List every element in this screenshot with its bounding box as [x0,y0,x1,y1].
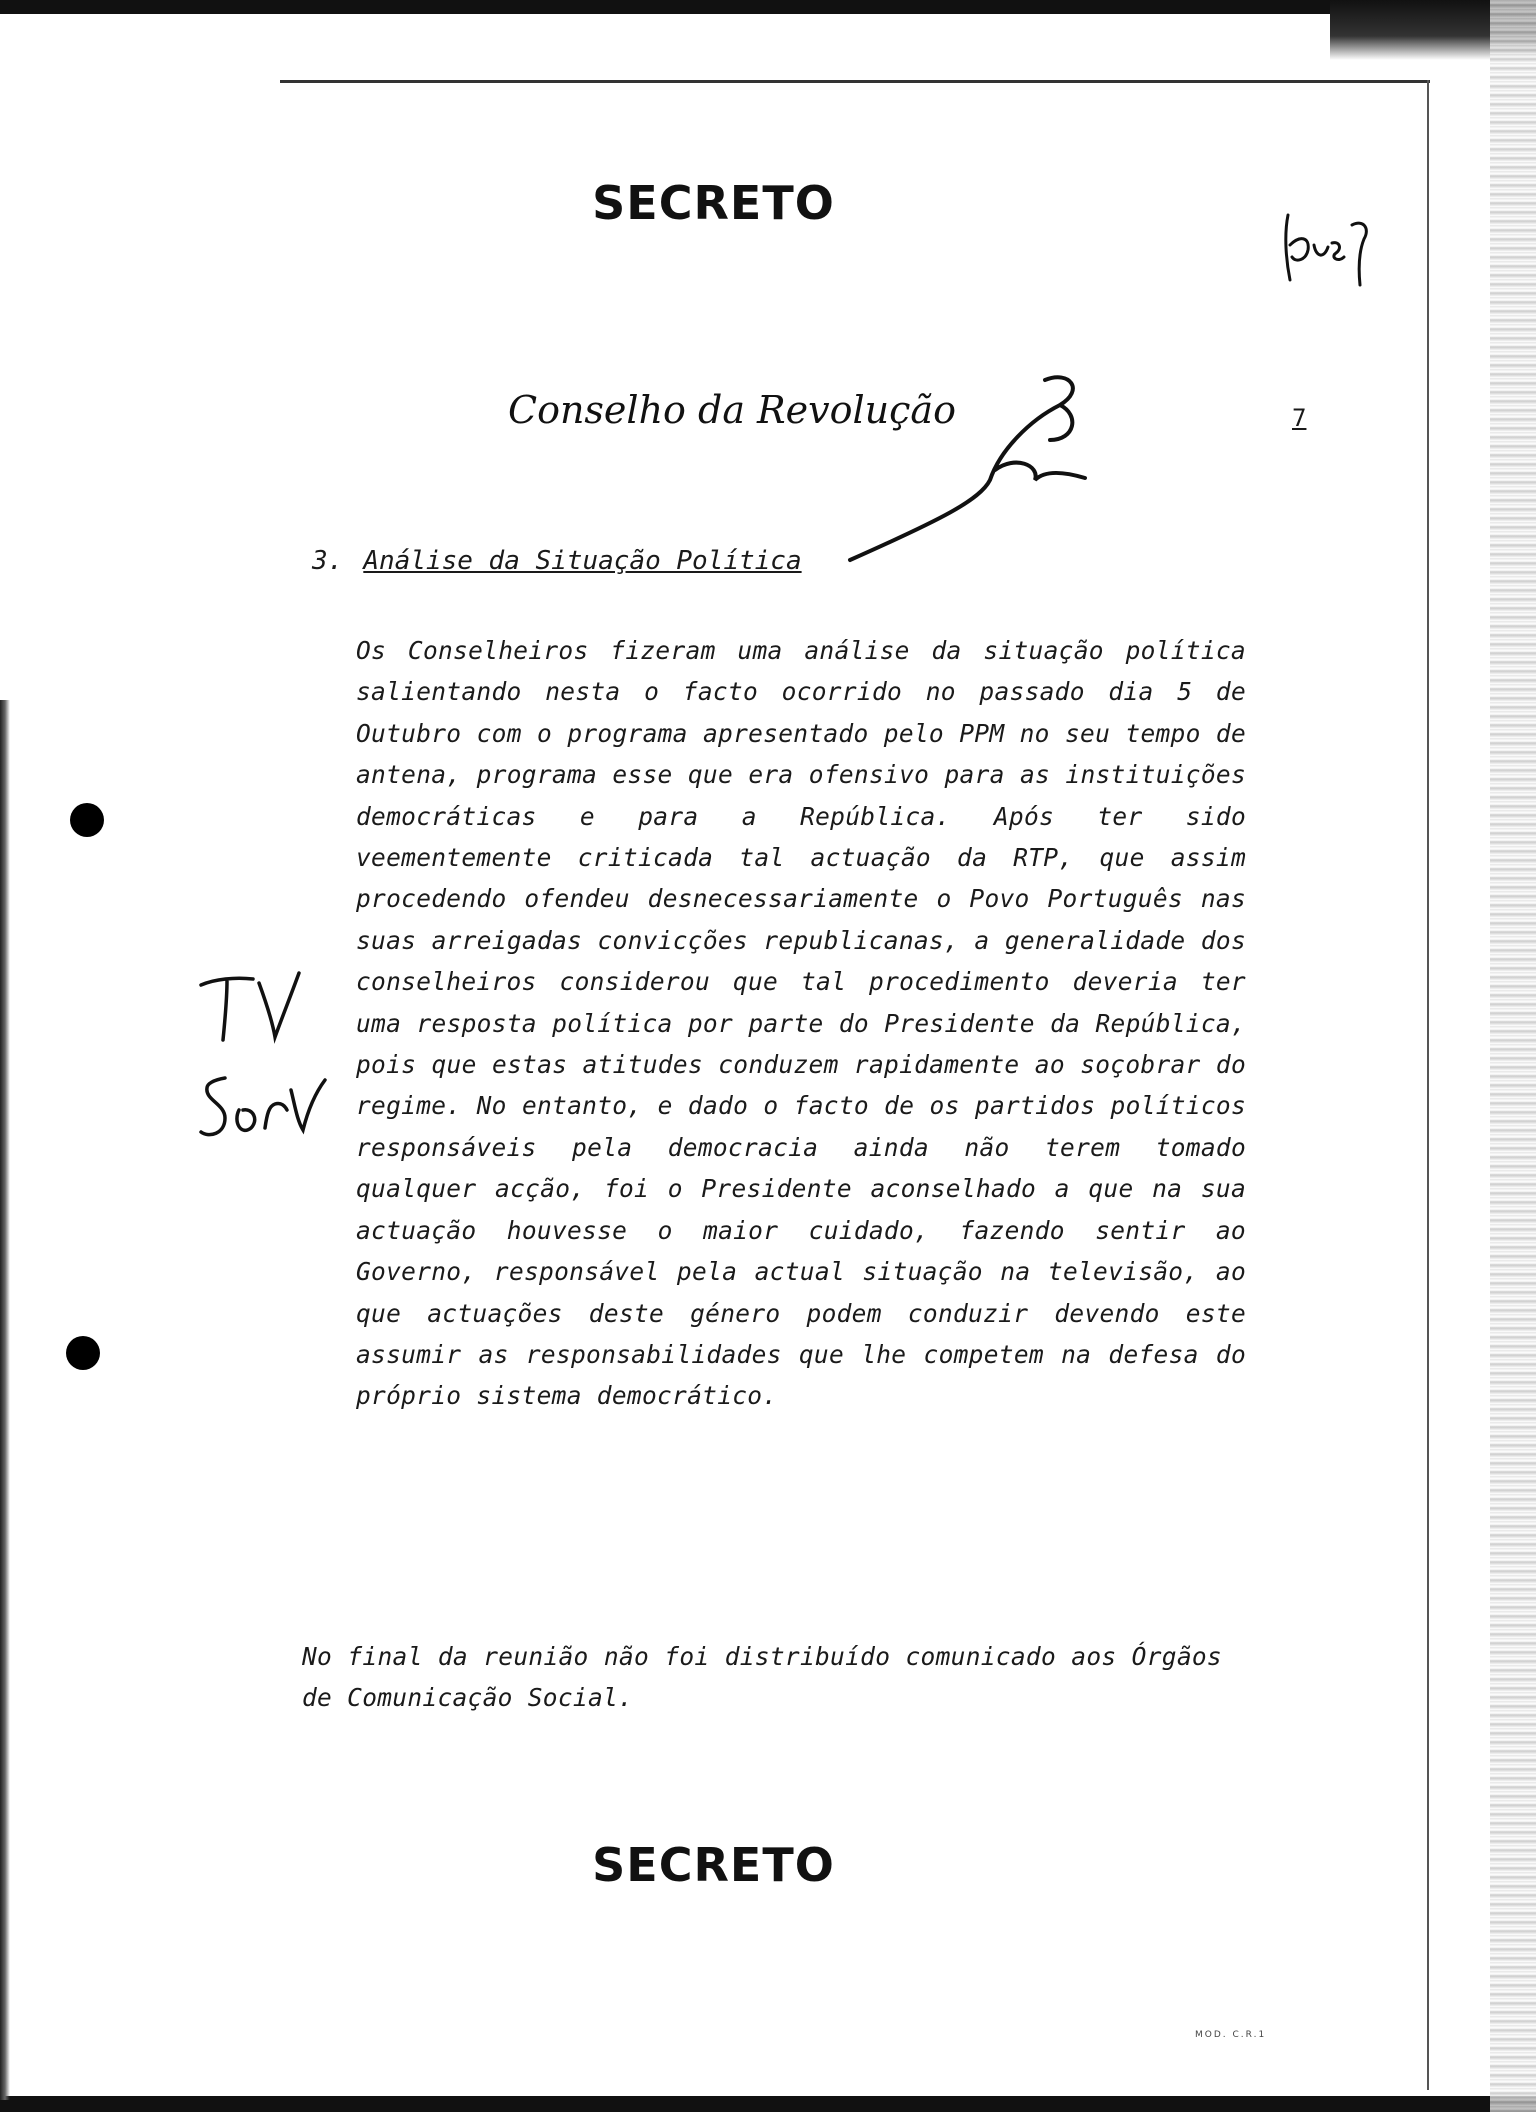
letterhead: Conselho da Revolução [508,388,956,432]
handwritten-margin-note-sort [195,1070,335,1150]
page-rule-right [1427,80,1429,2090]
classification-top: SECRETO [592,176,835,230]
handwritten-signature [830,360,1120,570]
section-title: Análise da Situação Política [363,546,802,576]
section-number: 3. [312,546,344,576]
body-paragraph: Os Conselheiros fizeram uma análise da situação política salientando nesta o facto ocorrido no passado dia 5 de Outubro com o programa apresentado pelo PPM no seu tempo de antena, programa esse que era ofensivo para as instituições democráticas e para a República. Após ter sido veementemente criticada tal actuação da RTP, que assim procedendo ofendeu desnecessariamente o Povo Português nas suas arreigadas convicções republicanas, a generalidade dos conselheiros considerou que tal procedimento deveria ter uma resposta política por parte do Presidente da República, pois que estas atitudes conduzem rapidamente ao soçobrar do regime. No entanto, e dado o facto de os partidos políticos responsáveis pela democracia ainda não terem tomado qualquer acção, foi o Presidente aconselhado a que na sua actuação houvesse o maior cuidado, fazendo sentir ao Governo, responsável pela actual situação na televisão, ao que actuações deste género podem conduzir devendo este assumir as responsabilidades que lhe competem na defesa do próprio sistema democrático. [356,636,1246,1411]
closing-note: No final da reunião não foi distribuído comunicado aos Órgãos de Comunicação Social. [302,1642,1222,1713]
handwritten-reference-top-right [1280,205,1390,295]
classification-bottom: SECRETO [592,1838,835,1892]
page-number: 7 [1292,404,1307,432]
page-rule-top [280,80,1430,83]
section-heading [312,546,802,576]
scan-edge-right [1490,0,1536,2112]
form-code: MOD. C.R.1 [1195,2030,1267,2040]
scan-border-top [0,0,1536,14]
handwritten-margin-note-tv [195,965,305,1045]
scan-border-bottom [0,2096,1536,2112]
punch-hole [70,803,104,837]
punch-hole [66,1336,100,1370]
